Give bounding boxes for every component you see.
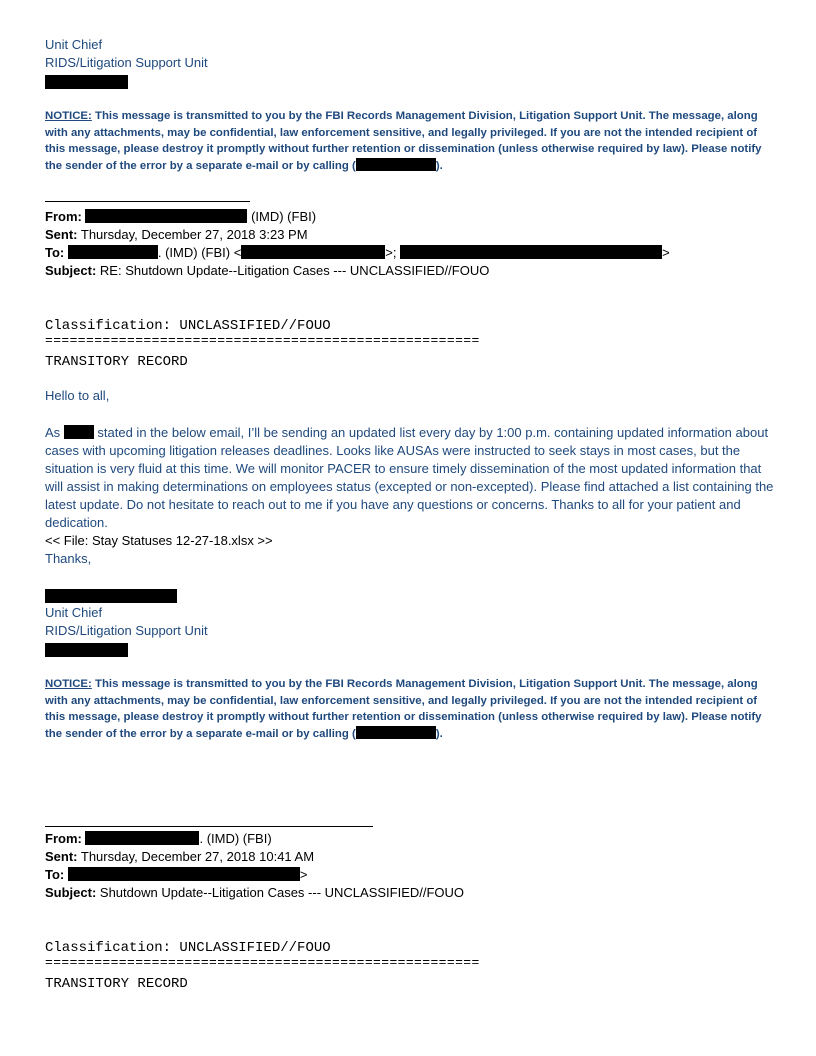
from-suffix-2: . (IMD) (FBI) (199, 831, 272, 846)
transitory-record-2: TRANSITORY RECORD (45, 976, 188, 992)
redaction-sender-2 (85, 831, 199, 845)
signature-unit-top: RIDS/Litigation Support Unit (45, 55, 208, 70)
subject-line-1 (45, 262, 489, 280)
classification-separator-2: ===================================================== (45, 955, 480, 970)
to-line-1 (45, 244, 670, 262)
classification-line-1: Classification: UNCLASSIFIED//FOUO (45, 318, 331, 334)
from-line-1 (45, 208, 316, 226)
signature-unit-bottom: RIDS/Litigation Support Unit (45, 623, 208, 638)
sent-label: Sent: (45, 227, 78, 242)
notice-top (45, 108, 773, 174)
to-end: > (662, 245, 670, 260)
redaction-phone-2 (356, 726, 436, 739)
redaction-phone (356, 158, 436, 171)
notice-text-end-2: ). (435, 727, 443, 740)
sent-label-2: Sent: (45, 849, 78, 864)
transitory-record-1: TRANSITORY RECORD (45, 354, 188, 370)
to-mid: . (IMD) (FBI) < (157, 245, 242, 260)
greeting: Hello to all, (45, 388, 110, 403)
subject-label: Subject: (45, 263, 97, 278)
body-paragraph (45, 424, 775, 532)
redaction-colleague (64, 425, 94, 439)
notice-text-2: This message is transmitted to you by the FBI Records Management Division, Litigation Support Unit. The message, along with any attachments, may be confidential, law enforcement sensitive, and legally privileged. If you are not the intended recipient of this message, please destroy it promptly without further retention or dissemination (unless otherwise required by law). Please notify the sender of the error by a separate e-mail or by calling ( (45, 678, 762, 740)
notice-bottom (45, 676, 773, 742)
from-label: From: (45, 209, 82, 224)
redaction-recipient-name (68, 245, 158, 259)
signature-title-bottom: Unit Chief (45, 605, 103, 620)
notice-label: NOTICE: (45, 110, 92, 122)
to-end-2: > (299, 867, 308, 882)
closing: Thanks, (45, 551, 92, 566)
sent-line-1 (45, 226, 308, 244)
sent-value-2: Thursday, December 27, 2018 10:41 AM (77, 849, 315, 864)
classification-separator-1: ===================================================== (45, 333, 480, 348)
redaction-signature-phone-bottom (45, 642, 128, 660)
subject-label-2: Subject: (45, 885, 97, 900)
sent-line-2 (45, 848, 314, 866)
to-label-2: To: (45, 867, 65, 882)
subject-line-2 (45, 884, 464, 902)
redaction-signature-phone-top (45, 74, 128, 92)
subject-value-2: Shutdown Update--Litigation Cases --- UNCLASSIFIED//FOUO (96, 885, 465, 900)
from-label-2: From: (45, 831, 82, 846)
header-separator-2 (45, 826, 373, 827)
attachment-link[interactable]: << File: Stay Statuses 12-27-18.xlsx >> (45, 533, 273, 548)
from-line-2 (45, 830, 272, 848)
redaction-recipient-2 (68, 867, 300, 881)
classification-line-2: Classification: UNCLASSIFIED//FOUO (45, 940, 331, 956)
body-para-rest: stated in the below email, I’ll be sending an updated list every day by 1:00 p.m. containing updated information about cases with upcoming litigation releases deadlines. Looks like AUSAs were instructed to seek stays in most cases, but the situation is very fluid at this time. We will monitor PACER to ensure timely dissemination of the most updated information that will assist in making determinations on employees status (excepted or non-excepted). Please find attached a list containing the latest update. Do not hesitate to reach out to me if you have any questions or concerns. Thanks to all for your patient and dedication. (45, 425, 774, 530)
subject-value: RE: Shutdown Update--Litigation Cases --- UNCLASSIFIED//FOUO (96, 263, 490, 278)
notice-text: This message is transmitted to you by the FBI Records Management Division, Litigation Support Unit. The message, along with any attachments, may be confidential, law enforcement sensitive, and legally privileged. If you are not the intended recipient of this message, please destroy it promptly without further retention or dissemination (unless otherwise required by law). Please notify the sender of the error by a separate e-mail or by calling ( (45, 110, 762, 172)
signature-title-top: Unit Chief (45, 37, 103, 52)
redaction-recipient-email (241, 245, 385, 259)
redaction-sender (85, 209, 247, 223)
from-suffix: (IMD) (FBI) (247, 209, 317, 224)
to-line-2 (45, 866, 307, 884)
body-para-start: As (45, 425, 64, 440)
sent-value: Thursday, December 27, 2018 3:23 PM (77, 227, 308, 242)
notice-text-end: ). (435, 159, 443, 172)
notice-label-2: NOTICE: (45, 678, 92, 690)
header-separator-1 (45, 201, 250, 202)
to-sep: >; (385, 245, 401, 260)
to-label: To: (45, 245, 65, 260)
redaction-recipient-list (400, 245, 662, 259)
